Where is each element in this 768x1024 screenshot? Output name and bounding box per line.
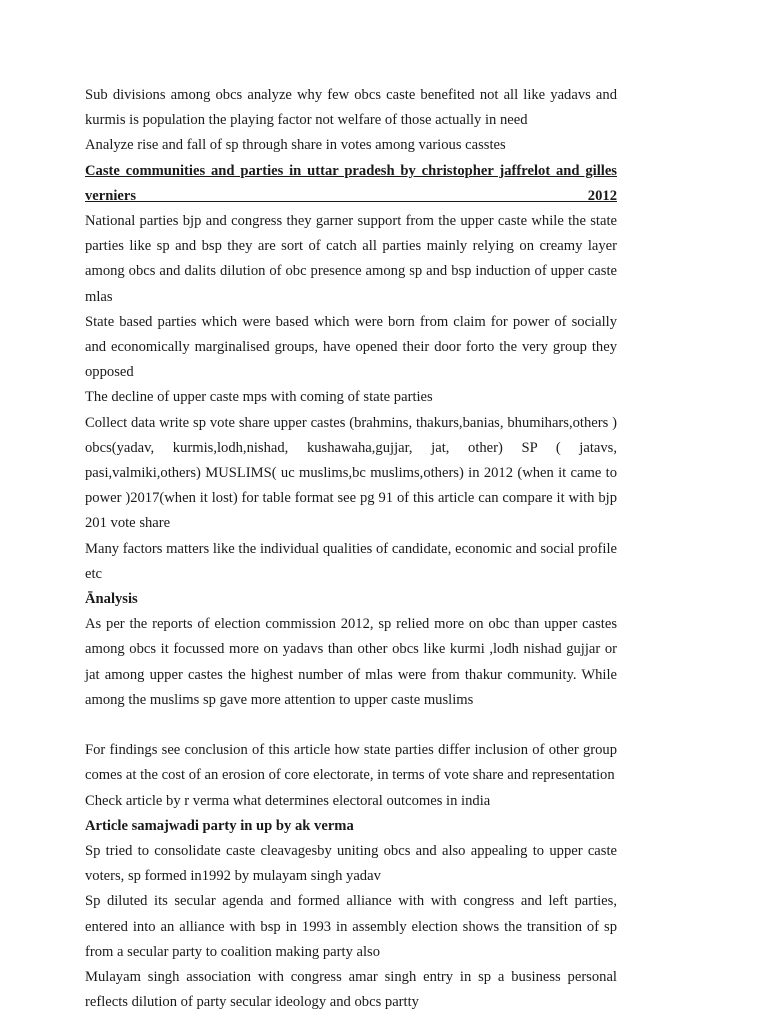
blank-line	[85, 713, 617, 738]
paragraph-many-factors: Many factors matters like the individual qualities of candidate, economic and social profile etc	[85, 540, 617, 582]
paragraph-national-parties: National parties bjp and congress they garner support from the upper caste while the state parties like sp and bsp they are sort of catch all parties mainly relying on creamy layer among obcs and dalits dilution of obc presence among sp and bsp induction of upper caste mlas	[85, 213, 617, 305]
paragraph-decline-upper-caste: The decline of upper caste mps with coming of state parties	[85, 389, 433, 406]
paragraph-sp-consolidate: Sp tried to consolidate caste cleavagesby uniting obcs and also appealing to upper caste voters, sp formed in1992 by mulayam singh yadav	[85, 843, 617, 885]
paragraph-collect-data: Collect data write sp vote share upper castes (brahmins, thakurs,banias, bhumihars,others ) obcs(yadav, kurmis,lodh,nishad, kushawaha,gujjar, jat, other) SP ( jatavs, pasi,valmiki,others) MUSLIMS( uc muslims,bc muslims,others) in 2012 (when it came to power )2017(when it lost) for table format see pg 91 of this article can compare it with bjp 201 vote share	[85, 414, 617, 532]
paragraph-findings: For findings see conclusion of this article how state parties differ inclusion of other group comes at the cost of an erosion of core electorate, in terms of vote share and representation	[85, 742, 617, 784]
paragraph-analyze-rise-fall: Analyze rise and fall of sp through share in votes among various casstes	[85, 137, 506, 154]
paragraph-sp-diluted: Sp diluted its secular agenda and formed alliance with with congress and left parties, entered into an alliance with bsp in 1993 in assembly election shows the transition of sp from a secular party to coalition making party also	[85, 893, 617, 960]
paragraph-state-based-parties: State based parties which were based which were born from claim for power of socially and economically marginalised groups, have opened their door forto the very group they opposed	[85, 313, 617, 381]
heading-samajwadi-article: Article samajwadi party in up by ak verma	[85, 817, 354, 834]
document-page	[85, 83, 617, 1016]
heading-caste-communities-article: Caste communities and parties in uttar pradesh by christopher jaffrelot and gilles verniers 2012	[85, 162, 617, 204]
heading-analysis: Ānalysis	[85, 591, 138, 608]
paragraph-obc-subdivisions: Sub divisions among obcs analyze why few obcs caste benefited not all like yadavs and kurmis is population the playing factor not welfare of those actually in need	[85, 87, 617, 129]
paragraph-check-article: Check article by r verma what determines electoral outcomes in india	[85, 792, 491, 809]
paragraph-election-commission: As per the reports of election commission 2012, sp relied more on obc than upper castes among obcs it focussed more on yadavs than other obcs like kurmi ,lodh nishad gujjar or jat among upper castes the highest number of mlas were from thakur community. While among the muslims sp gave more attention to upper caste muslims	[85, 616, 617, 708]
paragraph-mulayam-singh: Mulayam singh association with congress amar singh entry in sp a business personal reflects dilution of party secular ideology and obcs partty	[85, 969, 617, 1011]
